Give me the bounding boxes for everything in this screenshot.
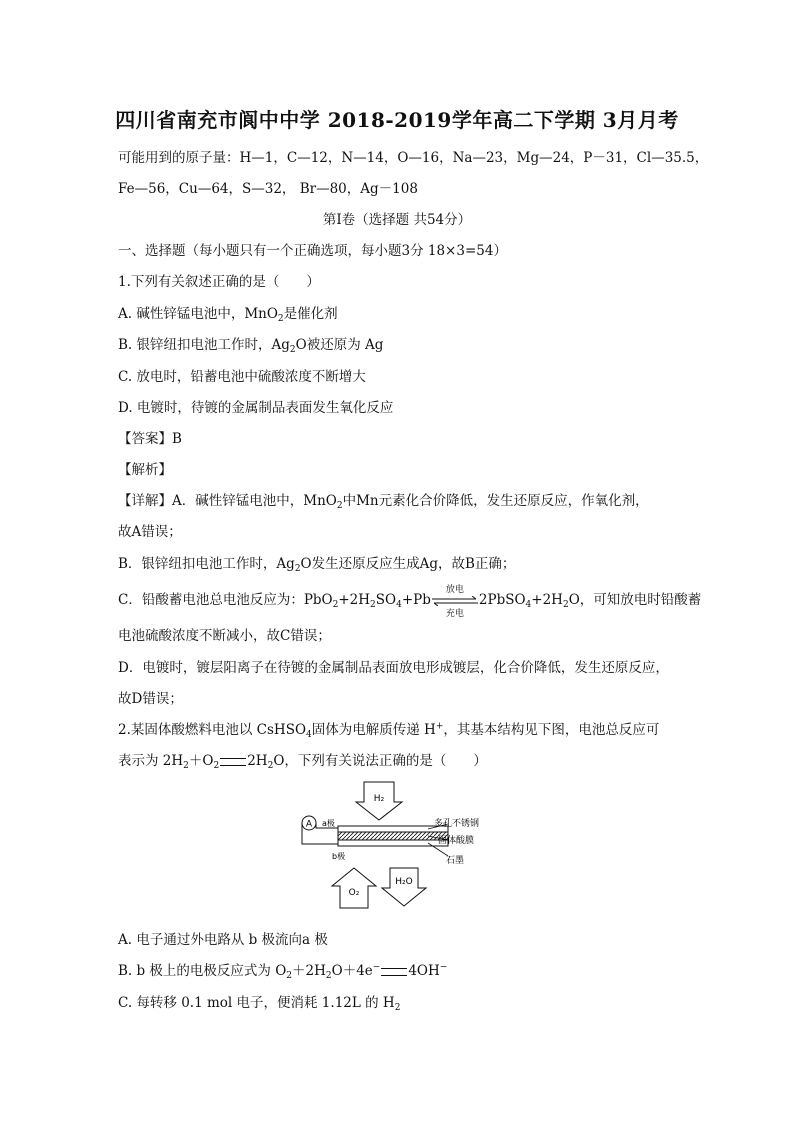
q2-stem-1: 2.某固体酸燃料电池以 CsHSO$_4$固体为电解质传递 H+，其基本结构见下图，电池总反应可	[118, 721, 660, 740]
q1-answer: 【答案】B	[118, 431, 182, 447]
porous-steel-layer	[338, 826, 448, 832]
h2o-label: H₂O	[395, 877, 413, 887]
q1-analysis-heading: 【解析】	[118, 462, 172, 478]
q1-detail-c-2: 电池硫酸浓度不断减小，故C错误；	[118, 628, 331, 644]
q1-option-d: D. 电镀时，待镀的金属制品表面发生氧化反应	[118, 400, 394, 416]
q1-detail-d-2: 故D错误；	[118, 691, 183, 707]
q1-detail-a-1: 【详解】A．碱性锌锰电池中，MnO$_2$中Mn元素化合价降低，发生还原反应，作氧化剂，	[118, 493, 649, 511]
q1-stem: 1.下列有关叙述正确的是（ ）	[118, 274, 320, 290]
part-heading: 一、选择题（每小题只有一个正确选项，每小题3分 18×3=54）	[118, 243, 507, 259]
q2-option-b: B. b 极上的电极反应式为 $O_2+2H_2O+4e^-$ 4OH−	[118, 962, 448, 981]
atomic-masses-line-2: Fe—56，Cu—64，S—32， Br—80，Ag－108	[118, 181, 418, 197]
q2-stem-2: 表示为 $2H_2+O_2$ $2H_2O$，下列有关说法正确的是（ ）	[118, 753, 487, 771]
q1-detail-a-2: 故A错误；	[118, 524, 182, 540]
reversible-arrow: 放电 充电	[432, 594, 478, 608]
page-title: 四川省南充市阆中中学 2018-2019学年高二下学期 3月月考	[115, 108, 679, 132]
solid-acid-membrane	[338, 832, 448, 840]
graphite-label: 石墨	[446, 856, 465, 866]
ammeter-label: A	[305, 819, 313, 830]
q1-detail-b: B．银锌纽扣电池工作时，$Ag_2O$发生还原反应生成Ag，故B正确；	[118, 556, 516, 574]
equals-sign	[381, 968, 407, 976]
q2-option-c: C. 每转移 0.1 mol 电子，便消耗 1.12L 的 $H_2$	[118, 995, 401, 1013]
q1-detail-c-1: C．铅酸蓄电池总电池反应为：$PbO_2+2H_2SO_4+Pb$ 放电 充电 $2PbSO_4+2H_2O$，可知放电时铅酸蓄	[118, 584, 702, 619]
q1-option-b: B. 银锌纽扣电池工作时，$Ag_2O$被还原为 Ag	[118, 337, 384, 355]
b-pole-label: b极	[332, 852, 346, 861]
equals-sign	[220, 758, 246, 766]
q2-option-a: A. 电子通过外电路从 b 极流向a 极	[118, 932, 328, 948]
membrane-label: 固体酸膜	[438, 836, 475, 846]
fuel-cell-diagram	[298, 780, 528, 910]
h2-label: H₂	[373, 794, 385, 804]
a-pole-label: a极	[322, 819, 335, 828]
q1-option-a: A. 碱性锌锰电池中，MnO$_2$是催化剂	[118, 306, 338, 324]
q1-detail-d-1: D．电镀时，镀层阳离子在待镀的金属制品表面放电形成镀层，化合价降低，发生还原反应，	[118, 660, 669, 676]
q1-option-c: C. 放电时，铅蓄电池中硫酸浓度不断增大	[118, 369, 366, 385]
porous-steel-label: 多孔不锈钢	[434, 819, 480, 829]
o2-label: O₂	[348, 888, 360, 898]
atomic-masses-line-1: 可能用到的原子量：H—1，C—12，N—14，O—16，Na—23，Mg—24，P－31，Cl—35.5，	[118, 150, 709, 166]
h2o-outlet-arrow	[382, 868, 426, 906]
section-title: 第Ⅰ卷（选择题 共54分）	[322, 212, 472, 228]
